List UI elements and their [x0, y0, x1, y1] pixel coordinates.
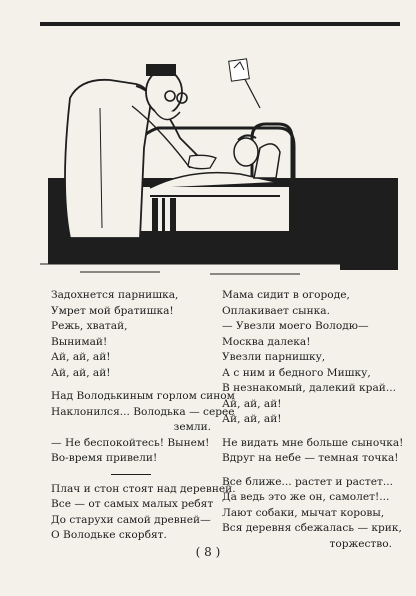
- verse-line: Режь, хватай,: [51, 320, 128, 332]
- verse-line: О Володьке скорбят.: [51, 529, 167, 541]
- right-column: [222, 288, 404, 552]
- verse-line: Ай, ай, ай!: [222, 397, 282, 410]
- verse-line: До старухи самой древней—: [51, 513, 211, 526]
- doctor-examining-boy-illustration: [40, 28, 400, 278]
- verse-line: Оплакивает сынка.: [222, 304, 330, 317]
- verse-line: Мама сидит в огороде,: [222, 289, 350, 301]
- verse-line: Вдруг на небе — темная точка!: [222, 452, 399, 464]
- verse-line: Увезли парнишку,: [222, 351, 326, 363]
- section-divider: [111, 474, 151, 475]
- verse-line: торжество.: [329, 537, 392, 550]
- verse-line: Над Володькиным горлом сином: [51, 390, 235, 402]
- verse-line: — Увезли моего Володю—: [222, 320, 369, 332]
- verse-line: Наклонился... Володька — серее: [51, 405, 235, 418]
- verse-line: Вынимай!: [51, 335, 108, 348]
- page-number: ( 8 ): [195, 545, 221, 559]
- left-column: [51, 288, 236, 544]
- verse-line: земли.: [173, 421, 211, 433]
- verse-line: Не видать мне больше сыночка!: [222, 436, 404, 449]
- verse-line: Задохнется парнишка,: [51, 289, 179, 301]
- top-rule: [40, 22, 400, 26]
- verse-line: Москва далека!: [222, 335, 311, 348]
- verse-line: В незнакомый, далекий край...: [222, 382, 396, 394]
- verse-line: Ай, ай, ай!: [51, 366, 111, 379]
- stanza: [51, 389, 235, 467]
- stanza: [51, 482, 236, 544]
- verse-line: Да ведь это же он, самолет!...: [222, 491, 390, 503]
- stanza: [51, 288, 211, 381]
- stanza: [222, 475, 402, 553]
- verse-line: Вся деревня сбежалась — крик,: [222, 522, 402, 534]
- verse-line: Все ближе... растет и растет...: [222, 475, 393, 488]
- verse-line: Ай, ай, ай!: [51, 351, 111, 363]
- stanza: [222, 436, 404, 467]
- verse-line: Все — от самых малых ребят: [51, 498, 214, 510]
- stanza: [222, 288, 396, 428]
- verse-line: Плач и стон стоят над деревней.: [51, 482, 236, 495]
- verse-line: Лают собаки, мычат коровы,: [222, 506, 385, 519]
- verse-line: А с ним и бедного Мишку,: [222, 366, 371, 379]
- verse-line: Во-время привели!: [51, 452, 158, 464]
- verse-line: Ай, ай, ай!: [222, 413, 282, 425]
- verse-line: Умрет мой братишка!: [51, 304, 174, 317]
- verse-line: — Не беспокойтесь! Вынем!: [51, 436, 210, 449]
